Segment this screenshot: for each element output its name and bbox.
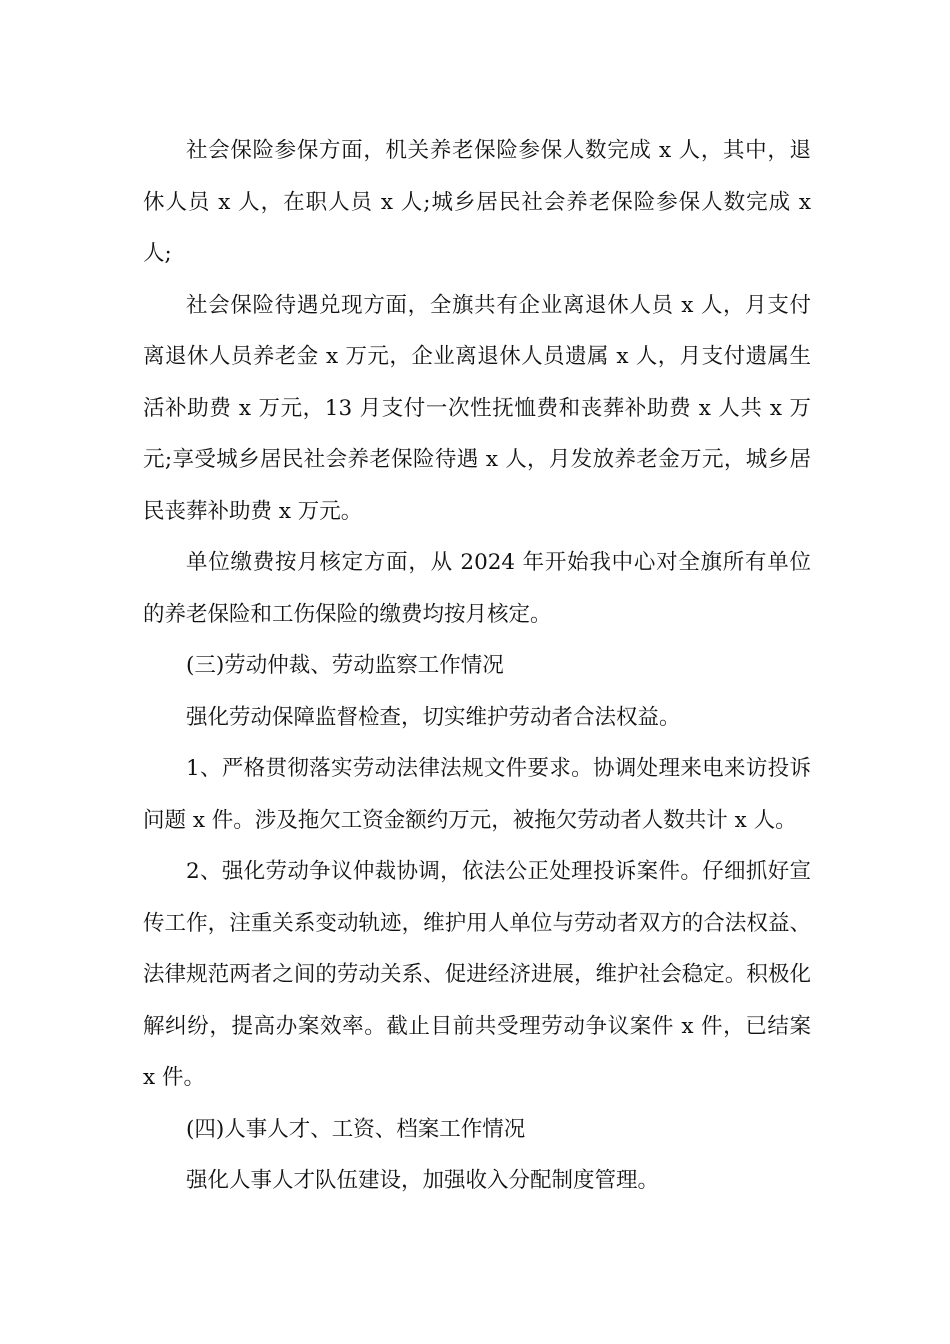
paragraph-item-2: 2、强化劳动争议仲裁协调，依法公正处理投诉案件。仔细抓好宣传工作，注重关系变动轨迹，维护用人单位与劳动者双方的合法权益、法律规范两者之间的劳动关系、促进经济进展，维护社会稳定。积极化解纠纷，提高办案效率。截止目前共受理劳动争议案件 x 件，已结案 x 件。: [143, 859, 811, 1090]
paragraph-labor-supervision: 强化劳动保障监督检查，切实维护劳动者合法权益。: [186, 704, 681, 730]
document-body: [143, 125, 811, 1207]
paragraph-item-1: 1、严格贯彻落实劳动法律法规文件要求。协调处理来电来访投诉问题 x 件。涉及拖欠工资金额约万元，被拖欠劳动者人数共计 x 人。: [143, 756, 811, 833]
paragraph-social-insurance-enrollment: 社会保险参保方面，机关养老保险参保人数完成 x 人，其中，退休人员 x 人，在职人员 x 人;城乡居民社会养老保险参保人数完成 x 人;: [143, 138, 811, 266]
section-heading-labor-arbitration: (三)劳动仲裁、劳动监察工作情况: [186, 653, 504, 678]
paragraph-personnel-talent: 强化人事人才队伍建设，加强收入分配制度管理。: [186, 1168, 660, 1193]
section-heading-personnel: (四)人事人才、工资、档案工作情况: [186, 1116, 526, 1142]
paragraph-unit-contribution: 单位缴费按月核定方面，从 2024 年开始我中心对全旗所有单位的养老保险和工伤保险的缴费均按月核定。: [143, 550, 811, 627]
paragraph-social-insurance-benefits: 社会保险待遇兑现方面，全旗共有企业离退休人员 x 人，月支付离退休人员养老金 x 万元，企业离退休人员遗属 x 人，月支付遗属生活补助费 x 万元，13 月支付一次性抚恤费和丧葬补助费 x 人共 x 万元;享受城乡居民社会养老保险待遇 x 人，月发放养老金万元，城乡居民丧葬补助费 x 万元。: [143, 292, 811, 524]
